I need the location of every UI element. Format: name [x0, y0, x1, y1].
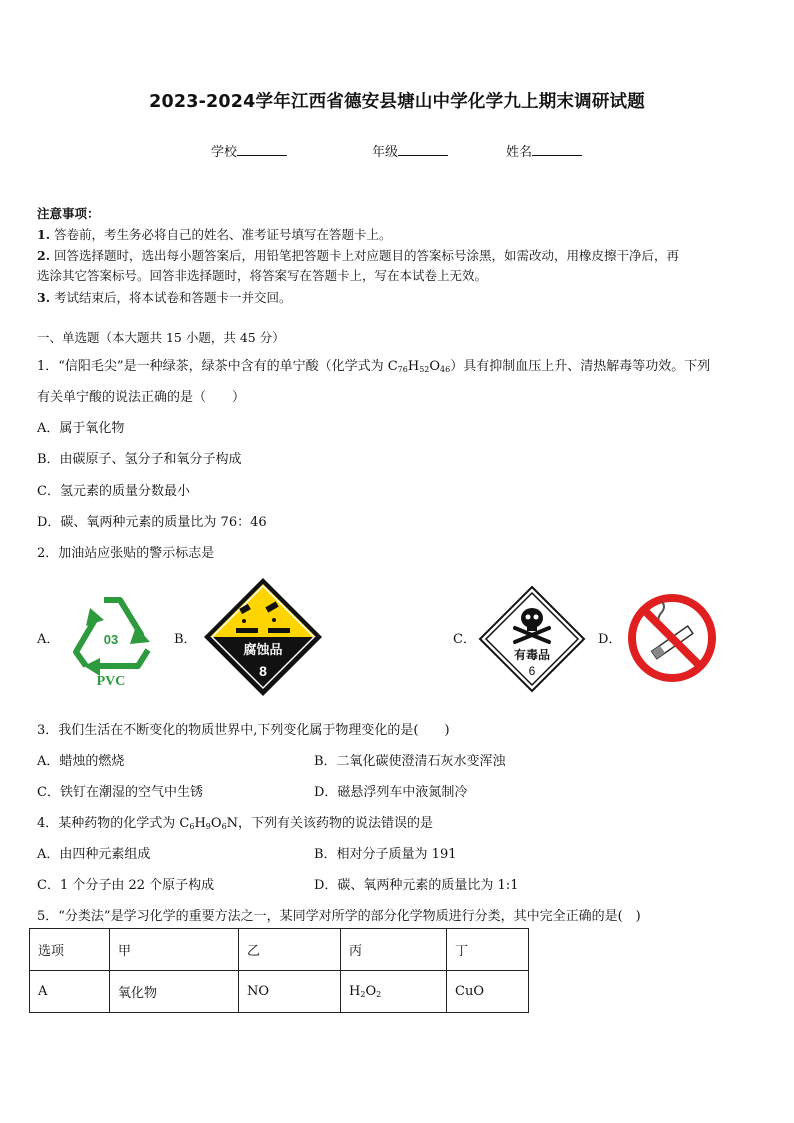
school-blank [237, 143, 287, 156]
h2o2-sub-o: 2 [376, 990, 382, 999]
table-cell [341, 971, 447, 1013]
notice-text-1: 答卷前，考生务必将自己的姓名、准考证号填写在答题卡上。 [54, 227, 392, 242]
h2o2-sub-h: 2 [360, 990, 366, 999]
table-header-cell: 丁 [447, 929, 529, 971]
q3-option-b: B．二氧化碳使澄清石灰水变浑浊 [314, 754, 506, 769]
corrosive-sign-icon [202, 576, 324, 698]
q1-text-post: ）具有抑制血压上升、清热解毒等功效。下列 [450, 359, 711, 374]
q1-sub-o: 46 [440, 365, 451, 374]
name-field [506, 141, 582, 160]
q1-text-pre: 1．“信阳毛尖”是一种绿茶，绿茶中含有的单宁酸（化学式为 C [37, 359, 398, 374]
notice-text-2a: 回答选择题时，选出每小题答案后，用铅笔把答题卡上对应题目的答案标号涂黑，如需改动，用橡皮擦干净后，再 [54, 248, 680, 263]
q4-sub-o: 6 [221, 822, 227, 831]
h2o2-o: O [365, 984, 377, 999]
notice-item-3 [37, 288, 292, 306]
q1-o: O [429, 359, 441, 374]
no-smoking-sign-icon [626, 592, 718, 684]
page-title: 2023-2024学年江西省德安县塘山中学化学九上期末调研试题 [149, 92, 645, 112]
h2o2-h: H [349, 984, 361, 999]
corrosive-class: 8 [259, 663, 267, 679]
table-cell: A [30, 971, 110, 1013]
table-cell: CuO [447, 971, 529, 1013]
notice-item-1 [37, 225, 392, 243]
toxic-class: 6 [528, 664, 536, 678]
recycle-material: PVC [96, 674, 126, 688]
q4-option-a: A．由四种元素组成 [37, 847, 151, 862]
q4-n: N [226, 816, 239, 831]
q2-option-a-label: A． [37, 632, 60, 647]
name-blank [532, 143, 582, 156]
grade-blank [398, 143, 448, 156]
table-header-cell: 丙 [341, 929, 447, 971]
notice-item-2 [37, 246, 679, 264]
q2-stem: 2．加油站应张贴的警示标志是 [37, 546, 215, 561]
q4-option-c: C．1 个分子由 22 个原子构成 [37, 878, 215, 893]
q1-option-a: A．属于氧化物 [37, 421, 125, 436]
school-label: 学校 [211, 145, 238, 160]
table-header-cell: 乙 [239, 929, 341, 971]
q3-option-a: A．蜡烛的燃烧 [37, 754, 125, 769]
grade-field [372, 141, 448, 160]
recycle-code: 03 [103, 632, 119, 647]
notice-text-2b: 选涂其它答案标号。回答非选择题时，将答案写在答题卡上，写在本试卷上无效。 [37, 268, 488, 283]
q1-stem-line1 [37, 355, 710, 374]
table-cell: 氧化物 [110, 971, 239, 1013]
q1-option-d: D．碳、氧两种元素的质量比为 76：46 [37, 515, 267, 530]
school-field [211, 141, 287, 160]
q3-stem: 3．我们生活在不断变化的物质世界中,下列变化属于物理变化的是( ) [37, 723, 450, 738]
q4-h: H [194, 816, 206, 831]
section-heading: 一、单选题（本大题共 15 小题，共 45 分） [37, 330, 285, 345]
q4-text-pre: 4．某种药物的化学式为 C [37, 816, 190, 831]
corrosive-label: 腐蚀品 [243, 643, 283, 658]
notice-num-1: 1. [37, 227, 51, 242]
table-header-cell: 甲 [110, 929, 239, 971]
notice-num-3: 3. [37, 290, 51, 305]
name-label: 姓名 [506, 145, 533, 160]
toxic-sign-icon [477, 584, 587, 694]
q4-sub-h: 9 [205, 822, 211, 831]
q2-option-d-label: D． [598, 632, 622, 647]
notice-heading: 注意事项： [37, 206, 100, 221]
q1-stem-line2: 有关单宁酸的说法正确的是（ ） [37, 390, 246, 405]
q3-option-c: C．铁钉在潮湿的空气中生锈 [37, 785, 203, 800]
q1-sub-c: 76 [397, 365, 408, 374]
q2-option-c-label: C． [453, 632, 476, 647]
notice-text-3: 考试结束后，将本试卷和答题卡一并交回。 [54, 290, 292, 305]
q1-sub-h: 52 [419, 365, 430, 374]
table-row [30, 971, 529, 1013]
grade-label: 年级 [372, 145, 399, 160]
q1-option-b: B．由碳原子、氢分子和氧分子构成 [37, 452, 242, 467]
q4-text-post: ，下列有关该药物的说法错误的是 [238, 816, 434, 831]
table-header-row [30, 929, 529, 971]
q2-option-b-label: B． [174, 632, 197, 647]
q3-option-d: D．磁悬浮列车中液氮制冷 [314, 785, 468, 800]
classification-table [29, 928, 529, 1013]
table-header-cell: 选项 [30, 929, 110, 971]
notice-num-2: 2. [37, 248, 51, 263]
q4-stem [37, 812, 433, 831]
q4-option-d: D．碳、氧两种元素的质量比为 1:1 [314, 878, 519, 893]
q1-option-c: C．氢元素的质量分数最小 [37, 484, 190, 499]
q5-stem: 5．“分类法”是学习化学的重要方法之一，某同学对所学的部分化学物质进行分类，其中完全正确的是( ) [37, 909, 641, 924]
toxic-label: 有毒品 [513, 648, 551, 662]
q1-h: H [407, 359, 420, 374]
q4-o: O [210, 816, 222, 831]
table-cell: NO [239, 971, 341, 1013]
q4-sub-c: 6 [189, 822, 195, 831]
recycle-sign-icon [64, 588, 159, 688]
q4-option-b: B．相对分子质量为 191 [314, 847, 457, 862]
